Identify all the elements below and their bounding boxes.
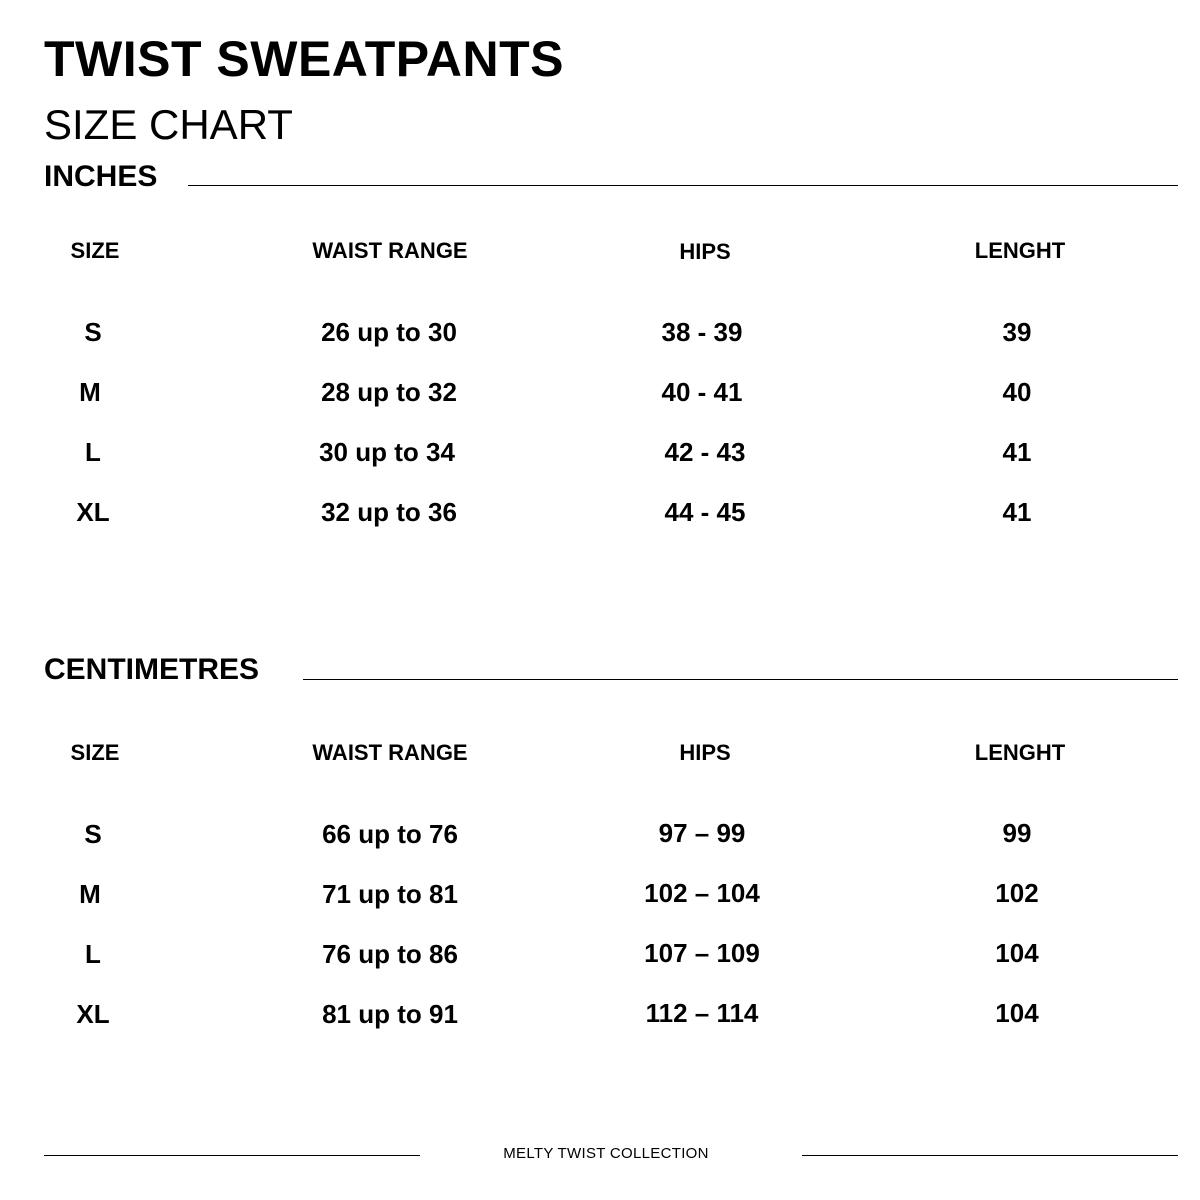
centimetres-waist-cell: 76 up to 86 <box>322 939 458 969</box>
centimetres-length-cell: 104 <box>995 998 1039 1028</box>
footer-rule-right <box>802 1155 1178 1156</box>
inches-waist-cell: 26 up to 30 <box>321 317 457 347</box>
inches-header-hips: HIPS <box>679 239 731 264</box>
inches-hips-cell: 44 - 45 <box>664 497 746 527</box>
inches-length-cell: 40 <box>1002 377 1032 407</box>
page-title: TWIST SWEATPANTS <box>44 31 564 87</box>
inches-waist-cell: 28 up to 32 <box>321 377 457 407</box>
footer-collection-label: MELTY TWIST COLLECTION <box>503 1145 709 1162</box>
centimetres-header-length: LENGHT <box>974 740 1066 765</box>
centimetres-hips-cell: 102 – 104 <box>644 878 760 908</box>
centimetres-length-cell: 99 <box>1002 818 1032 848</box>
inches-header-size: SIZE <box>70 238 120 263</box>
centimetres-hips-cell: 107 – 109 <box>644 938 760 968</box>
inches-waist-cell: 32 up to 36 <box>321 497 457 527</box>
footer-rule-left <box>44 1155 420 1156</box>
inches-size-cell: L <box>85 437 101 467</box>
centimetres-size-cell: M <box>79 879 101 909</box>
inches-length-cell: 41 <box>1002 437 1032 467</box>
centimetres-hips-cell: 97 – 99 <box>658 818 746 848</box>
page-subtitle: SIZE CHART <box>44 101 293 148</box>
centimetres-waist-cell: 66 up to 76 <box>322 819 458 849</box>
centimetres-heading: CENTIMETRES <box>44 653 260 686</box>
inches-header-length: LENGHT <box>974 238 1066 263</box>
inches-header-waist: WAIST RANGE <box>312 238 468 263</box>
centimetres-length-cell: 102 <box>995 878 1039 908</box>
inches-size-cell: M <box>79 377 101 407</box>
inches-hips-cell: 38 - 39 <box>661 317 743 347</box>
centimetres-waist-cell: 81 up to 91 <box>322 999 458 1029</box>
inches-size-cell: S <box>84 317 102 347</box>
centimetres-size-cell: L <box>85 939 101 969</box>
centimetres-hips-cell: 112 – 114 <box>645 998 759 1028</box>
inches-hips-cell: 40 - 41 <box>661 377 743 407</box>
centimetres-header-waist: WAIST RANGE <box>312 740 468 765</box>
centimetres-heading-rule <box>303 679 1178 680</box>
centimetres-waist-cell: 71 up to 81 <box>322 879 458 909</box>
centimetres-header-hips: HIPS <box>679 740 731 765</box>
inches-heading: INCHES <box>44 160 158 193</box>
inches-length-cell: 41 <box>1002 497 1032 527</box>
inches-hips-cell: 42 - 43 <box>664 437 746 467</box>
centimetres-length-cell: 104 <box>995 938 1039 968</box>
centimetres-size-cell: S <box>84 819 102 849</box>
inches-waist-cell: 30 up to 34 <box>319 437 455 467</box>
centimetres-header-size: SIZE <box>70 740 120 765</box>
inches-length-cell: 39 <box>1002 317 1032 347</box>
inches-size-cell: XL <box>76 497 110 527</box>
centimetres-size-cell: XL <box>76 999 110 1029</box>
inches-heading-rule <box>188 185 1178 186</box>
